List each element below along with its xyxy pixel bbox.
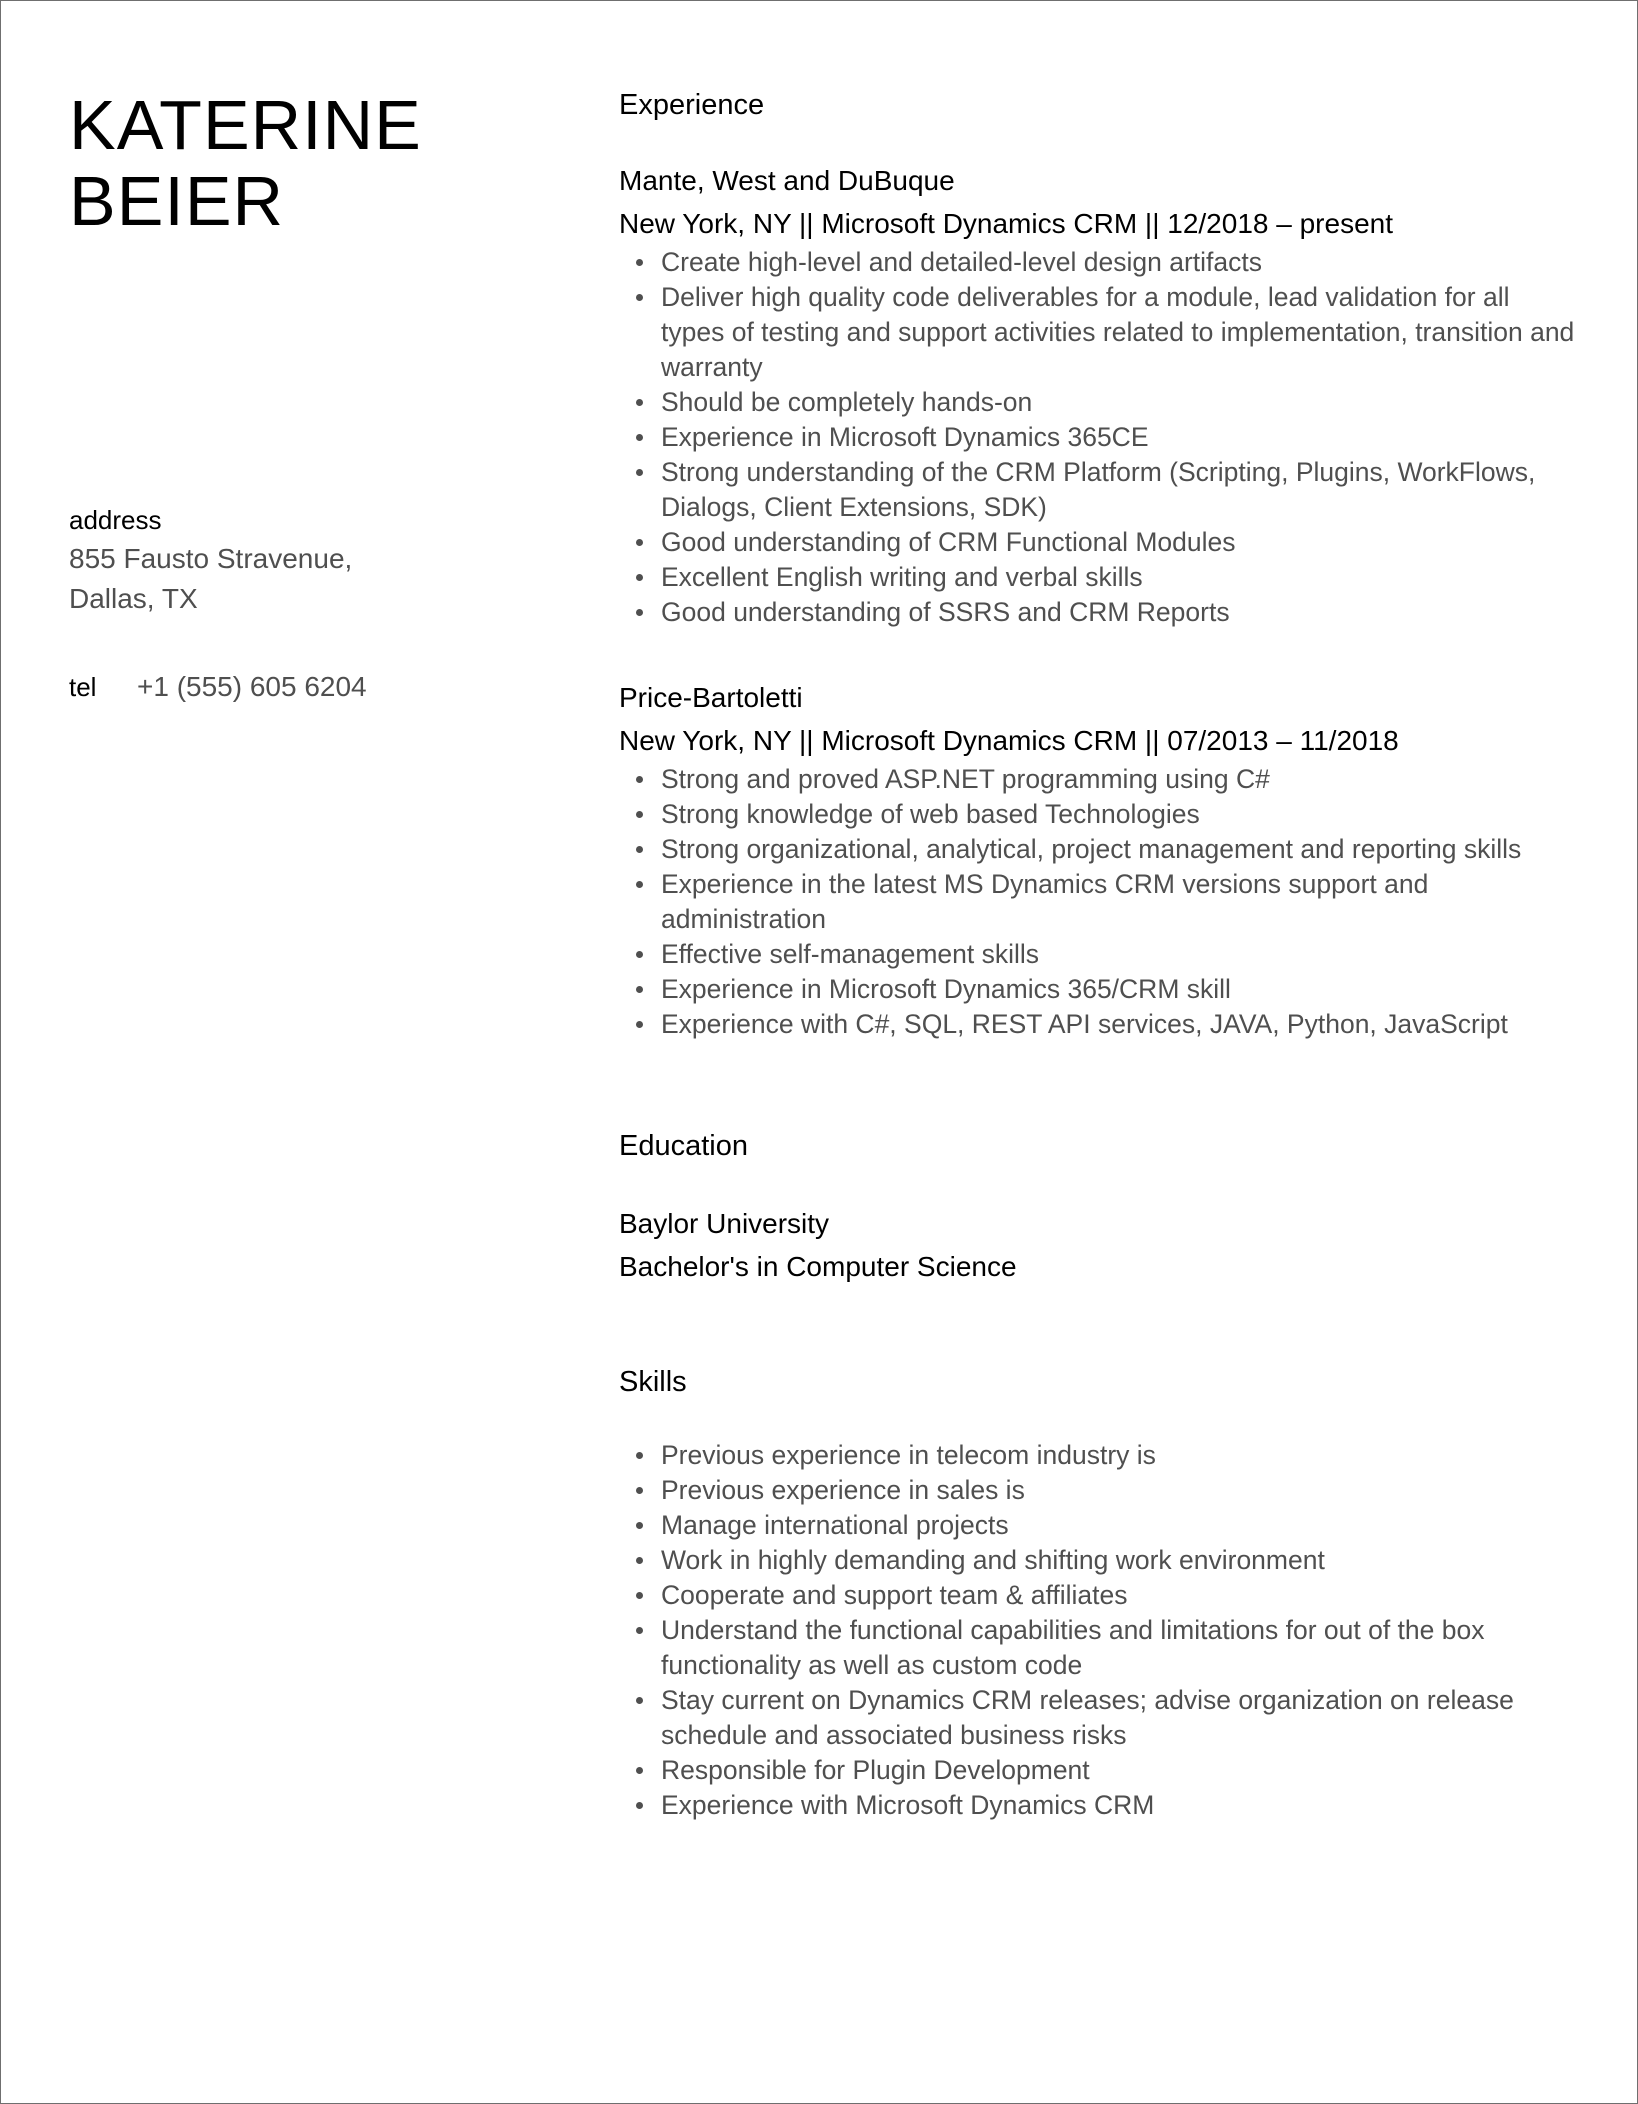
right-column [619,85,1579,1823]
list-item: Manage international projects [661,1508,1579,1543]
list-item: Experience in Microsoft Dynamics 365/CRM skill [661,972,1579,1007]
list-item: Experience with Microsoft Dynamics CRM [661,1788,1579,1823]
first-name: KATERINE [69,86,422,164]
list-item: Strong understanding of the CRM Platform (Scripting, Plugins, WorkFlows, Dialogs, Client Extensions, SDK) [661,455,1579,525]
list-item: Deliver high quality code deliverables for a module, lead validation for all types of testing and support activities related to implementation, transition and warranty [661,280,1579,385]
list-item: Understand the functional capabilities and limitations for out of the box functionality as well as custom code [661,1613,1579,1683]
job-company: Mante, West and DuBuque [619,165,955,196]
list-item: Stay current on Dynamics CRM releases; advise organization on release schedule and associated business risks [661,1683,1579,1753]
address-line-1: 855 Fausto Stravenue, [69,543,353,574]
job-meta: New York, NY || Microsoft Dynamics CRM || 07/2013 – 11/2018 [619,725,1399,756]
list-item: Previous experience in sales is [661,1473,1579,1508]
list-item: Previous experience in telecom industry is [661,1438,1579,1473]
education-entry [619,1204,1579,1288]
list-item: Experience in Microsoft Dynamics 365CE [661,420,1579,455]
list-item: Excellent English writing and verbal skills [661,560,1579,595]
experience-heading: Experience [619,89,765,121]
job-1 [619,161,1579,630]
address-line-2: Dallas, TX [69,583,198,614]
last-name: BEIER [69,162,285,240]
left-column [69,86,549,702]
job-meta: New York, NY || Microsoft Dynamics CRM || 12/2018 – present [619,208,1393,239]
list-item: Good understanding of CRM Functional Modules [661,525,1579,560]
tel-value: +1 (555) 605 6204 [137,671,367,702]
address-value [69,539,352,619]
list-item: Experience with C#, SQL, REST API services, JAVA, Python, JavaScript [661,1007,1579,1042]
job-bullets [619,245,1579,630]
list-item: Responsible for Plugin Development [661,1753,1579,1788]
candidate-name [69,87,549,239]
skills-list [619,1438,1579,1823]
education-heading: Education [619,1130,748,1162]
list-item: Experience in the latest MS Dynamics CRM versions support and administration [661,867,1579,937]
skills-heading: Skills [619,1366,687,1398]
job-2 [619,678,1579,1042]
list-item: Good understanding of SSRS and CRM Reports [661,595,1579,630]
list-item: Create high-level and detailed-level design artifacts [661,245,1579,280]
list-item: Should be completely hands-on [661,385,1579,420]
job-company: Price-Bartoletti [619,682,803,713]
job-bullets [619,762,1579,1042]
education-school: Baylor University [619,1208,830,1239]
list-item: Cooperate and support team & affiliates [661,1578,1579,1613]
address-label: address [69,505,162,535]
tel-label: tel [69,672,97,702]
list-item: Work in highly demanding and shifting work environment [661,1543,1579,1578]
list-item: Strong knowledge of web based Technologies [661,797,1579,832]
list-item: Effective self-management skills [661,937,1579,972]
list-item: Strong and proved ASP.NET programming using C# [661,762,1579,797]
education-degree: Bachelor's in Computer Science [619,1251,1017,1282]
tel-row [69,669,367,705]
list-item: Strong organizational, analytical, project management and reporting skills [661,832,1579,867]
